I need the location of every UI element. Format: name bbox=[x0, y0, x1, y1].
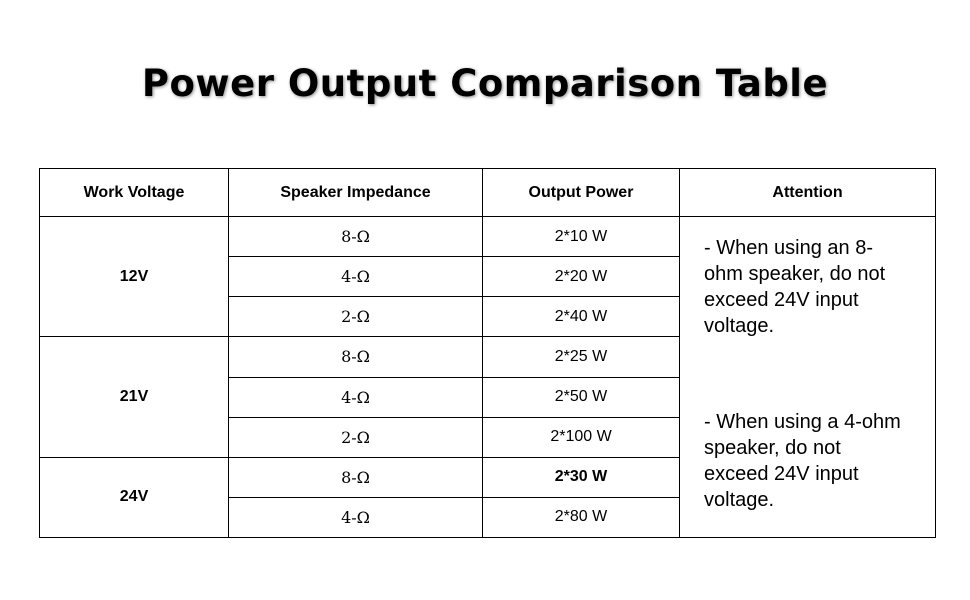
header-attention: Attention bbox=[680, 169, 936, 217]
impedance-cell: 2-Ω bbox=[229, 297, 483, 337]
impedance-cell: 8-Ω bbox=[229, 337, 483, 377]
power-cell: 2*80 W bbox=[483, 497, 680, 537]
table-row bbox=[40, 217, 936, 257]
page-title: Power Output Comparison Table bbox=[141, 62, 829, 105]
impedance-cell: 8-Ω bbox=[229, 217, 483, 257]
power-cell: 2*30 W bbox=[483, 457, 680, 497]
power-cell: 2*50 W bbox=[483, 377, 680, 417]
power-output-table bbox=[39, 168, 936, 538]
power-cell: 2*10 W bbox=[483, 217, 680, 257]
impedance-cell: 4-Ω bbox=[229, 377, 483, 417]
voltage-cell-24v: 24V bbox=[40, 457, 229, 537]
header-speaker-impedance: Speaker Impedance bbox=[229, 169, 483, 217]
impedance-cell: 4-Ω bbox=[229, 257, 483, 297]
impedance-cell: 8-Ω bbox=[229, 457, 483, 497]
header-work-voltage: Work Voltage bbox=[40, 169, 229, 217]
impedance-cell: 4-Ω bbox=[229, 497, 483, 537]
power-cell: 2*100 W bbox=[483, 417, 680, 457]
header-output-power: Output Power bbox=[483, 169, 680, 217]
voltage-cell-21v: 21V bbox=[40, 337, 229, 457]
attention-note-8ohm: - When using an 8-ohm speaker, do not exceed 24V input voltage. bbox=[704, 237, 886, 337]
power-cell: 2*25 W bbox=[483, 337, 680, 377]
voltage-cell-12v: 12V bbox=[40, 217, 229, 337]
impedance-cell: 2-Ω bbox=[229, 417, 483, 457]
header-row bbox=[40, 169, 936, 217]
attention-cell bbox=[680, 217, 936, 538]
power-cell: 2*40 W bbox=[483, 297, 680, 337]
power-cell: 2*20 W bbox=[483, 257, 680, 297]
attention-spacer bbox=[704, 339, 925, 409]
attention-note-4ohm: - When using a 4-ohm speaker, do not exceed 24V input voltage. bbox=[704, 411, 901, 511]
